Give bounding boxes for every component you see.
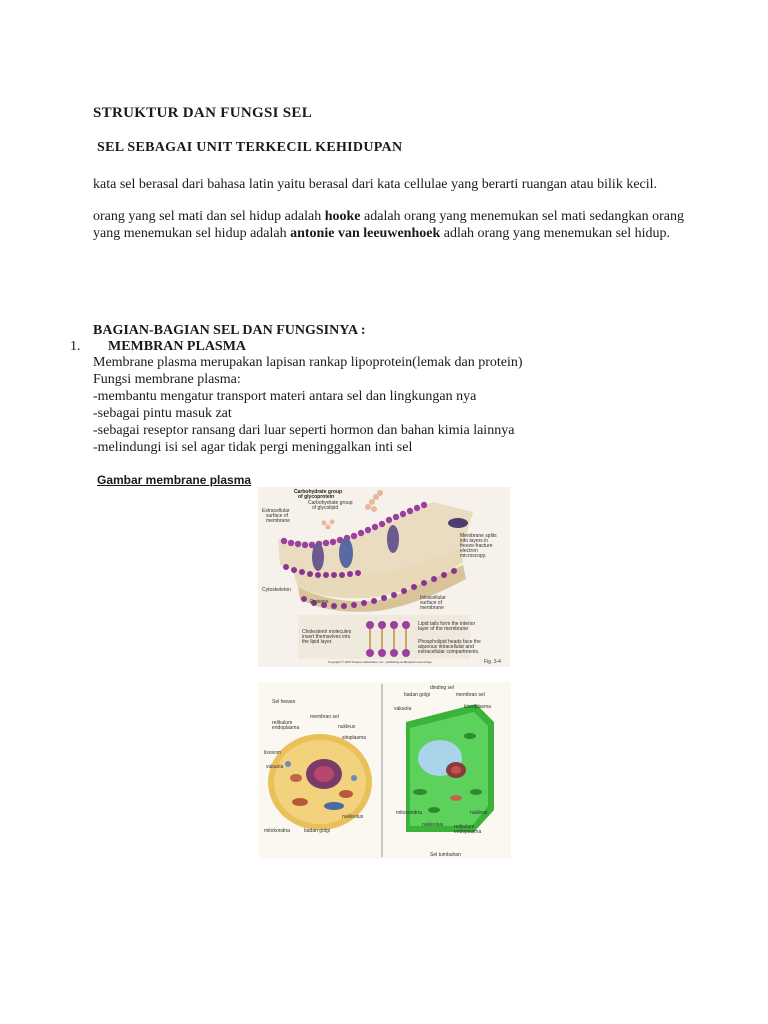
section-heading: BAGIAN-BAGIAN SEL DAN FUNGSINYA : [93,323,366,338]
label: membrane [420,605,444,611]
label: nukleolus [342,814,364,820]
label: Copyright © 2007 Pearson Education, Inc., publishing as Benjamin Cummings [328,660,432,664]
intro-text: adalah orang yang menemukan sel mati sedangkan orang yang menemukan sel hidup adalah [93,209,684,241]
label: Cytoskeleton [262,587,291,593]
document-title: STRUKTUR DAN FUNGSI SEL [93,105,313,121]
label: Sel hewan [272,699,296,705]
intro-text: orang yang sel mati dan sel hidup adalah [93,209,325,224]
label: nukleus [338,724,356,730]
label: nukleolus [422,822,444,828]
hooke-name: hooke [324,209,361,224]
label: mitokondria [396,810,422,816]
label: Sel tumbuhan [430,852,461,858]
label: into layers in [460,538,489,544]
label: Fig. 3-4 [484,659,501,665]
label: endoplasma [454,829,482,835]
label: Lipid tails form the interior [418,621,476,627]
cell-diagram-svg [258,682,511,859]
label: Carbohydrate group [294,489,343,495]
label: Membrane splits [460,533,497,539]
label: freeze-fracture [460,543,493,549]
label: insert themselves into [302,634,351,640]
label: microscopy. [460,553,487,559]
label: of glycoprotein [298,494,335,500]
label: badan golgi [304,828,330,834]
label: the lipid layer. [302,639,333,645]
label: nukleus [470,810,488,816]
label: electron [460,548,478,554]
body-line: Membrane plasma merupakan lapisan rankap lipoprotein(lemak dan protein) [93,355,523,370]
intro-text: adlah orang yang menemukan sel hidup. [440,226,671,241]
label: dinding sel [430,685,454,691]
item-heading: MEMBRAN PLASMA [108,339,247,354]
label: Phospholipid heads face the [418,639,481,645]
intro-paragraph-1: kata sel berasal dari bahasa latin yaitu berasal dari kata cellulae yang berarti ruangan atau bilik kecil. [93,177,658,192]
label: Extracellular [262,508,290,514]
list-number: 1. [70,339,81,354]
label: mitokondria [264,828,290,834]
label: kloroplasma [464,704,491,710]
label: Intracellular [420,595,446,601]
label: vakuola [394,706,412,712]
body-line: -sebagai pintu masuk zat [93,406,232,421]
intro-paragraph-2 [93,208,693,242]
label: retikulum [454,824,475,830]
label: Carbohydrate group [308,500,353,506]
label: Proteins [310,599,329,605]
body-line: -melindungi isi sel agar tidak pergi meninggalkan inti sel [93,440,413,455]
label: membran sel [310,714,339,720]
membrane-diagram-image [258,487,510,667]
label: sitoplasma [342,735,366,741]
body-line: Fungsi membrane plasma: [93,372,241,387]
label: aqueous intracellular and [418,644,474,650]
cell-diagram-image [258,682,511,859]
label: layer of the membrane [418,626,469,632]
label: membran sel [456,692,485,698]
membrane-diagram-svg [258,487,510,667]
label: vakuola [266,764,284,770]
label: of glycolipid [312,505,339,511]
body-line: -membantu mengatur transport materi antara sel dan lingkungan nya [93,389,477,404]
label: surface of [266,513,288,519]
label: Cholesterol molecules [302,629,352,635]
label: retikulum [272,720,293,726]
figure-caption: Gambar membrane plasma [97,473,252,487]
label: surface of [420,600,442,606]
label: badan golgi [404,692,430,698]
body-line: -sebagai reseptor ransang dari luar seperti hormon dan bahan kimia lainnya [93,423,515,438]
label: membrane [266,518,290,524]
label: lisosom [264,750,281,756]
leeuwenhoek-name: antonie van leeuwenhoek [290,226,441,241]
document-subtitle: SEL SEBAGAI UNIT TERKECIL KEHIDUPAN [97,140,403,155]
label: endoplasma [272,725,300,731]
label: extracellular compartments. [418,649,480,655]
